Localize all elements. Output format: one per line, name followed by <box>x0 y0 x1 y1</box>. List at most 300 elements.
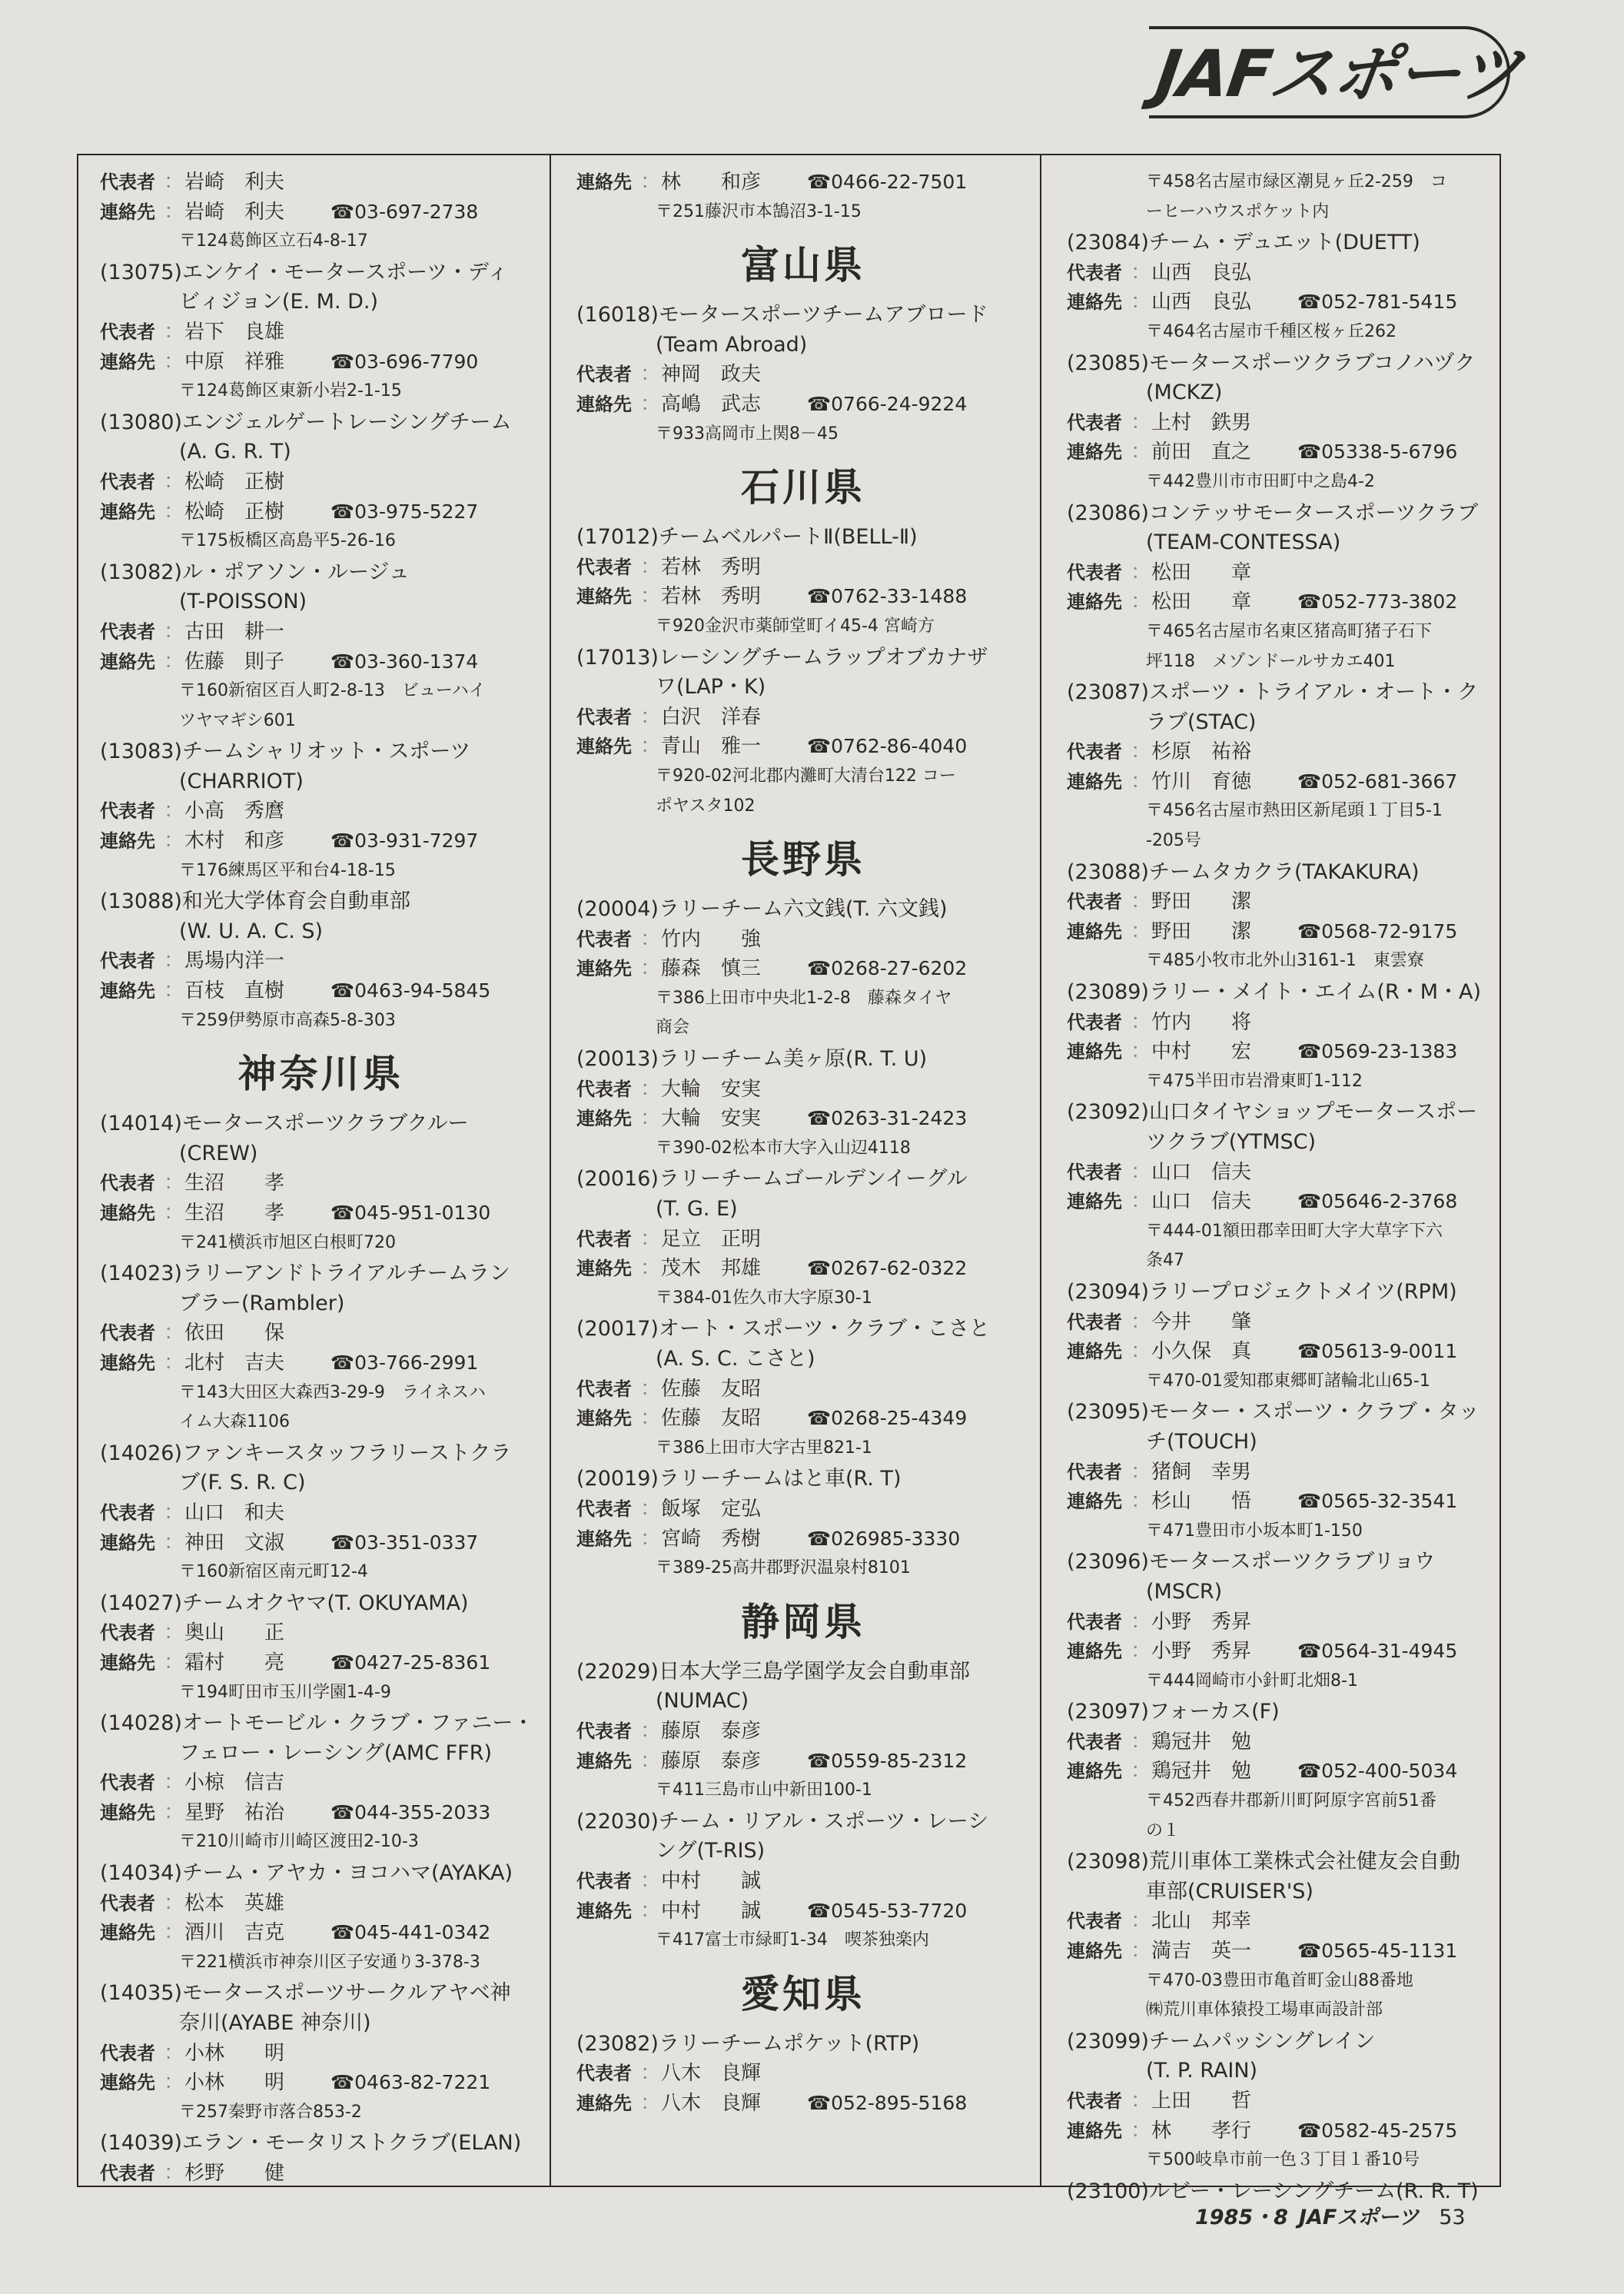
representative-label: 代表者 <box>1067 1730 1122 1753</box>
club-entry <box>1067 349 1497 497</box>
label-separator: ： <box>164 619 184 643</box>
club-id: (14034) <box>100 1861 182 1886</box>
club-name: ラリープロジェクトメイツ(RPM) <box>1148 1279 1457 1304</box>
club-name: チーム・アヤカ・ヨコハマ(AYAKA) <box>181 1861 513 1886</box>
club-name: エンジェルゲートレーシングチーム <box>181 410 512 434</box>
address-line: ㈱荒川車体猿投工場車両設計部 <box>1146 2000 1383 2020</box>
club-header <box>1067 978 1497 1008</box>
phone-number: ☎0545-53-7720 <box>807 1899 968 1922</box>
contact-person: 満吉 英一 <box>1151 1940 1252 1963</box>
club-header <box>100 258 542 288</box>
representative-label: 代表者 <box>100 1501 155 1524</box>
representative-row <box>100 617 542 647</box>
contact-label: 連絡先 <box>576 958 632 980</box>
representative-label: 代表者 <box>576 1498 632 1520</box>
phone-number: ☎03-697-2738 <box>330 200 479 223</box>
prefecture-heading: 愛知県 <box>741 1971 865 2016</box>
representative-row <box>100 2039 542 2069</box>
club-name: モータースポーツクラブリョウ <box>1148 1550 1436 1574</box>
label-separator: ： <box>640 1898 661 1923</box>
representative-label: 代表者 <box>576 706 632 728</box>
club-name-continued: (A. G. R. T) <box>179 440 291 464</box>
club-entry <box>100 258 542 407</box>
label-separator: ： <box>640 554 661 579</box>
representative-name: 中村 誠 <box>661 1869 762 1893</box>
representative-label: 代表者 <box>100 1322 155 1345</box>
representative-name: 佐藤 友昭 <box>661 1377 762 1401</box>
contact-person: 松崎 正樹 <box>184 500 285 524</box>
label-separator: ： <box>1131 1939 1151 1963</box>
issue-date: 1985・8 <box>1195 2206 1288 2229</box>
contact-person: 前田 直之 <box>1151 441 1252 464</box>
club-entry <box>1067 1548 1497 1696</box>
contact-person: 山口 信夫 <box>1151 1190 1252 1214</box>
club-entry <box>576 301 1030 449</box>
representative-name: 山口 信夫 <box>1151 1160 1252 1184</box>
club-name: チーム・リアル・スポーツ・レーシ <box>658 1809 989 1834</box>
club-header <box>100 1439 542 1469</box>
address-line: 〒933高岡市上関8－45 <box>656 424 839 444</box>
address-line: の１ <box>1146 1820 1181 1840</box>
address-line: イム大森1106 <box>179 1412 290 1432</box>
contact-label: 連絡先 <box>100 1922 155 1944</box>
contact-row <box>1067 1757 1497 1787</box>
contact-person: 神田 文淑 <box>184 1531 285 1554</box>
club-id: (14028) <box>100 1711 182 1736</box>
club-entry <box>100 558 542 736</box>
address-line: 〒411三島市山中新田100-1 <box>656 1780 872 1800</box>
address-line: 〒257秦野市落合853-2 <box>179 2102 362 2122</box>
phone-number: ☎0263-31-2423 <box>807 1107 968 1130</box>
club-header <box>100 408 542 438</box>
contact-label: 連絡先 <box>100 1651 155 1674</box>
representative-name: 古田 耕一 <box>184 620 285 643</box>
contact-label: 連絡先 <box>576 1528 632 1550</box>
representative-label: 代表者 <box>576 364 632 386</box>
label-separator: ： <box>1131 1759 1151 1784</box>
club-entry <box>100 2129 542 2188</box>
prefecture-heading: 石川県 <box>741 465 865 510</box>
phone-number: ☎05613-9-0011 <box>1297 1340 1458 1363</box>
representative-row <box>576 360 1030 390</box>
representative-row <box>100 168 542 198</box>
club-id: (22030) <box>576 1809 659 1834</box>
club-id: (17013) <box>576 645 659 670</box>
club-name: エンケイ・モータースポーツ・ディ <box>181 260 508 284</box>
representative-label: 代表者 <box>1067 1311 1122 1333</box>
representative-label: 代表者 <box>100 321 155 343</box>
label-separator: ： <box>640 1748 661 1773</box>
contact-person: 霜村 亮 <box>184 1651 285 1674</box>
phone-number: ☎0559-85-2312 <box>807 1749 968 1772</box>
label-separator: ： <box>1131 1339 1151 1364</box>
label-separator: ： <box>640 2090 661 2115</box>
contact-row <box>100 976 542 1006</box>
club-id: (23097) <box>1067 1700 1149 1724</box>
representative-label: 代表者 <box>100 800 155 823</box>
representative-row <box>1067 1458 1497 1488</box>
club-header <box>576 2030 1030 2060</box>
contact-person: 若林 秀明 <box>661 585 762 609</box>
phone-number: ☎0565-45-1131 <box>1297 1940 1458 1963</box>
club-entry <box>576 895 1030 1043</box>
representative-label: 代表者 <box>576 1378 632 1400</box>
contact-person: 小林 明 <box>184 2071 285 2095</box>
club-entry <box>1067 678 1497 856</box>
prefecture-heading: 富山県 <box>741 243 865 288</box>
phone-number: ☎052-681-3667 <box>1297 770 1458 793</box>
club-id: (23100) <box>1067 2179 1149 2203</box>
label-separator: ： <box>1131 1639 1151 1664</box>
phone-number: ☎03-931-7297 <box>330 829 479 853</box>
club-name: ル・ポアソン・ルージュ <box>181 560 410 584</box>
club-name: チームオクヤマ(T. OKUYAMA) <box>181 1591 469 1615</box>
club-id: (16018) <box>576 303 659 327</box>
label-separator: ： <box>164 1800 184 1824</box>
club-name: モータースポーツチームアブロード <box>658 303 988 327</box>
club-name: ファンキースタッフラリーストクラ <box>181 1441 512 1465</box>
club-name: チームベルパートⅡ(BELL-Ⅱ) <box>658 525 918 550</box>
club-header <box>1067 1847 1497 1877</box>
representative-name: 岩下 良雄 <box>184 320 285 344</box>
representative-label: 代表者 <box>100 1622 155 1644</box>
contact-row <box>1067 1637 1497 1667</box>
label-separator: ： <box>640 1496 661 1521</box>
representative-label: 代表者 <box>1067 1161 1122 1183</box>
label-separator: ： <box>164 199 184 224</box>
contact-person: 杉山 悟 <box>1151 1490 1252 1514</box>
club-name: モータースポーツクラブクルー <box>181 1112 469 1136</box>
label-separator: ： <box>164 1890 184 1915</box>
representative-name: 今井 肇 <box>1151 1310 1252 1334</box>
contact-row <box>1067 288 1497 318</box>
club-entry <box>576 168 1030 227</box>
phone-number: ☎0582-45-2575 <box>1297 2119 1458 2142</box>
address-line: 〒444-01額田郡幸田町大字大草字下六 <box>1146 1221 1443 1241</box>
address-line: 〒386上田市中央北1-2-8 藤森タイヤ <box>656 988 952 1008</box>
club-name-continued: (T-POISSON) <box>179 590 307 614</box>
club-name-continued: ブラー(Rambler) <box>179 1291 345 1315</box>
club-id: (23082) <box>576 2031 659 2056</box>
club-header <box>576 1657 1030 1687</box>
address-line: 〒176練馬区平和台4-18-15 <box>179 860 396 880</box>
label-separator: ： <box>1131 1159 1151 1184</box>
label-separator: ： <box>164 1621 184 1645</box>
label-separator: ： <box>164 349 184 374</box>
address-line: 〒251藤沢市本鵠沼3-1-15 <box>656 201 862 221</box>
representative-label: 代表者 <box>1067 1011 1122 1033</box>
club-name: ラリーチームはと車(R. T) <box>658 1467 902 1491</box>
representative-name: 藤原 泰彦 <box>661 1719 762 1743</box>
contact-row <box>100 2068 542 2098</box>
address-line: 〒194町田市玉川学園1-4-9 <box>179 1682 391 1702</box>
contact-person: 藤森 慎三 <box>661 957 762 981</box>
representative-label: 代表者 <box>576 556 632 578</box>
club-entry <box>576 1657 1030 1806</box>
club-name-continued: 車部(CRUISER'S) <box>1146 1879 1313 1903</box>
club-header <box>100 1259 542 1289</box>
club-id: (14027) <box>100 1591 182 1615</box>
contact-row <box>1067 917 1497 947</box>
address-line: 〒259伊勢原市高森5-8-303 <box>179 1010 396 1030</box>
club-id: (17012) <box>576 525 659 550</box>
representative-name: 鶏冠井 勉 <box>1151 1730 1252 1754</box>
club-entry <box>1067 978 1497 1096</box>
contact-label: 連絡先 <box>576 1108 632 1130</box>
address-line: 〒241横浜市旭区白根町720 <box>179 1232 396 1252</box>
representative-name: 竹内 将 <box>1151 1010 1252 1034</box>
representative-label: 代表者 <box>100 1772 155 1794</box>
phone-number: ☎0568-72-9175 <box>1297 919 1458 943</box>
label-separator: ： <box>1131 2118 1151 2143</box>
address-line: 〒175板橋区高島平5-26-16 <box>179 531 396 551</box>
address-line: 〒221横浜市神奈川区子安通り3-378-3 <box>179 1952 480 1972</box>
representative-name: 小林 明 <box>184 2041 285 2065</box>
contact-label: 連絡先 <box>1067 441 1122 464</box>
club-name: ラリーアンドトライアルチームラン <box>181 1262 510 1286</box>
address-line: 〒464名古屋市千種区桜ヶ丘262 <box>1146 321 1397 341</box>
club-name: コンテッサモータースポーツクラブ <box>1148 500 1479 525</box>
address-line: 〒471豊田市小坂本町1-150 <box>1146 1521 1363 1541</box>
club-name: ラリーチームポケット(RTP) <box>658 2031 920 2056</box>
contact-person: 松田 章 <box>1151 590 1252 614</box>
club-header <box>576 1807 1030 1837</box>
label-separator: ： <box>1131 410 1151 434</box>
contact-label: 連絡先 <box>1067 291 1122 314</box>
club-name: ラリー・メイト・エイム(R・M・A) <box>1148 980 1482 1005</box>
club-header <box>576 1165 1030 1195</box>
representative-row <box>576 1375 1030 1405</box>
representative-name: 上田 哲 <box>1151 2090 1252 2113</box>
representative-row <box>1067 1008 1497 1038</box>
club-header <box>1067 1098 1497 1128</box>
contact-row <box>576 1104 1030 1134</box>
contact-label: 連絡先 <box>1067 1041 1122 1063</box>
contact-person: 小野 秀昇 <box>1151 1640 1252 1664</box>
representative-row <box>100 796 542 826</box>
contact-label: 連絡先 <box>576 1258 632 1280</box>
club-name-continued: (A. S. C. こさと) <box>656 1347 815 1371</box>
label-separator: ： <box>1131 889 1151 914</box>
address-line: 〒390-02松本市大字入山辺4118 <box>656 1138 911 1158</box>
representative-name: 上村 鉄男 <box>1151 411 1252 434</box>
club-name: エラン・モータリストクラブ(ELAN) <box>181 2131 522 2156</box>
phone-number: ☎03-975-5227 <box>330 500 479 523</box>
representative-label: 代表者 <box>1067 2090 1122 2112</box>
representative-label: 代表者 <box>576 1228 632 1250</box>
club-entry <box>100 737 542 886</box>
club-header <box>1067 1278 1497 1308</box>
representative-label: 代表者 <box>1067 891 1122 913</box>
club-entry <box>576 1315 1030 1463</box>
club-id: (20016) <box>576 1167 659 1192</box>
contact-person: 星野 祐治 <box>184 1800 285 1824</box>
club-header <box>100 1979 542 2009</box>
label-separator: ： <box>164 2070 184 2095</box>
club-entry <box>100 1589 542 1707</box>
label-separator: ： <box>1131 1009 1151 1034</box>
address-line: 〒417富士市緑町1-34 喫茶独楽内 <box>656 1930 929 1950</box>
contact-label: 連絡先 <box>576 586 632 608</box>
club-name-continued: (MCKZ) <box>1146 381 1223 405</box>
representative-row <box>100 2159 542 2189</box>
club-name: オート・スポーツ・クラブ・こさと <box>658 1317 990 1341</box>
address-line: 〒456名古屋市熱田区新尾頭１丁目5-1 <box>1146 801 1443 821</box>
club-entry <box>100 1259 542 1438</box>
club-header <box>576 301 1030 331</box>
representative-name: 野田 潔 <box>1151 890 1252 914</box>
contact-row <box>1067 1037 1497 1067</box>
representative-row <box>1067 887 1497 917</box>
contact-row <box>100 1199 542 1228</box>
label-separator: ： <box>1131 1909 1151 1933</box>
club-id: (23098) <box>1067 1850 1149 1874</box>
phone-number: ☎045-441-0342 <box>330 1921 491 1944</box>
phone-number: ☎0565-32-3541 <box>1297 1490 1458 1513</box>
label-separator: ： <box>1131 769 1151 793</box>
representative-row <box>1067 1158 1497 1188</box>
representative-label: 代表者 <box>100 1172 155 1195</box>
representative-name: 神岡 政夫 <box>661 363 762 387</box>
prefecture-heading: 長野県 <box>741 837 865 883</box>
club-header <box>576 895 1030 925</box>
address-line: ポヤスタ102 <box>656 796 756 816</box>
representative-name: 小野 秀昇 <box>1151 1610 1252 1634</box>
contact-label: 連絡先 <box>100 1531 155 1554</box>
masthead-title: JAFスポーツ <box>1151 36 1526 111</box>
contact-person: 青山 雅一 <box>661 735 762 759</box>
representative-name: 生沼 孝 <box>184 1172 285 1195</box>
address-line: 〒470-01愛知郡東郷町諸輪北山65-1 <box>1146 1371 1430 1391</box>
contact-person: 木村 和彦 <box>184 829 285 853</box>
page-number: 53 <box>1439 2206 1466 2229</box>
club-name: ラリーチーム美ヶ原(R. T. U) <box>658 1047 928 1072</box>
representative-name: 杉原 祐裕 <box>1151 740 1252 764</box>
representative-name: 岩崎 利夫 <box>184 171 285 194</box>
label-separator: ： <box>640 1868 661 1893</box>
representative-label: 代表者 <box>100 620 155 643</box>
contact-label: 連絡先 <box>100 2072 155 2094</box>
contact-person: 中原 祥雅 <box>184 350 285 374</box>
club-id: (13075) <box>100 260 182 284</box>
club-entry <box>1067 1278 1497 1396</box>
address-line: 〒470-03豊田市亀首町金山88番地 <box>1146 1970 1413 1990</box>
label-separator: ： <box>640 362 661 387</box>
representative-row <box>576 1717 1030 1747</box>
contact-person: 百枝 直樹 <box>184 979 285 1003</box>
club-id: (23084) <box>1067 231 1149 255</box>
club-name-continued: ワ(LAP・K) <box>656 675 766 700</box>
representative-name: 奥山 正 <box>184 1621 285 1645</box>
club-header <box>100 737 542 767</box>
directory-column-3 <box>1067 168 1497 2208</box>
representative-row <box>100 318 542 347</box>
representative-row <box>1067 1727 1497 1757</box>
phone-number: ☎0427-25-8361 <box>330 1651 491 1674</box>
column-divider <box>1040 154 1041 2187</box>
contact-label: 連絡先 <box>100 500 155 523</box>
representative-name: 若林 秀明 <box>661 555 762 579</box>
address-line: 〒124葛飾区立石4-8-17 <box>179 231 368 251</box>
club-header <box>100 1709 542 1739</box>
club-id: (23099) <box>1067 2029 1149 2053</box>
address-line: 〒386上田市大字古里821-1 <box>656 1438 872 1458</box>
club-header <box>1067 678 1497 708</box>
contact-row <box>100 826 542 856</box>
contact-row <box>100 1648 542 1678</box>
representative-name: 白沢 洋春 <box>661 705 762 729</box>
club-header <box>576 1465 1030 1494</box>
phone-number: ☎03-696-7790 <box>330 350 479 373</box>
footer-magazine-name: JAFスポーツ <box>1298 2206 1420 2229</box>
representative-label: 代表者 <box>576 2063 632 2085</box>
contact-person: 佐藤 友昭 <box>661 1407 762 1431</box>
contact-label: 連絡先 <box>1067 1341 1122 1363</box>
contact-label: 連絡先 <box>576 393 632 415</box>
label-separator: ： <box>164 469 184 494</box>
label-separator: ： <box>1131 1729 1151 1754</box>
phone-number: ☎05646-2-3768 <box>1297 1190 1458 1213</box>
address-line: 〒124葛飾区東新小岩2-1-15 <box>179 381 402 401</box>
club-entry <box>100 1709 542 1857</box>
contact-label: 連絡先 <box>100 1351 155 1374</box>
label-separator: ： <box>1131 1459 1151 1484</box>
club-entry <box>1067 228 1497 347</box>
club-header <box>576 643 1030 673</box>
club-id: (23086) <box>1067 500 1149 525</box>
club-name: ラリーチーム六文銭(T. 六文銭) <box>658 897 948 922</box>
club-entry <box>100 887 542 1036</box>
directory-column-1 <box>100 168 542 2190</box>
representative-label: 代表者 <box>100 171 155 193</box>
address-line: 〒389-25高井郡野沢温泉村8101 <box>656 1558 911 1578</box>
representative-row <box>100 1318 542 1348</box>
representative-row <box>1067 737 1497 767</box>
label-separator: ： <box>164 1650 184 1674</box>
page-footer <box>1195 2200 1466 2230</box>
club-name-continued: 奈川(AYABE 神奈川) <box>179 2011 371 2036</box>
club-name-continued: フェロー・レーシング(AMC FFR) <box>179 1740 492 1765</box>
label-separator: ： <box>640 1076 661 1101</box>
club-entry <box>100 408 542 557</box>
contact-label: 連絡先 <box>1067 591 1122 613</box>
address-line: 商会 <box>656 1018 690 1038</box>
label-separator: ： <box>640 926 661 951</box>
contact-label: 連絡先 <box>1067 1491 1122 1513</box>
club-header <box>1067 858 1497 888</box>
contact-row <box>576 1524 1030 1554</box>
contact-label: 連絡先 <box>100 1801 155 1824</box>
representative-label: 代表者 <box>576 1720 632 1742</box>
club-id: (13088) <box>100 889 182 914</box>
label-separator: ： <box>640 1718 661 1743</box>
club-header <box>1067 1697 1497 1727</box>
label-separator: ： <box>640 734 661 759</box>
representative-row <box>1067 1607 1497 1637</box>
label-separator: ： <box>164 829 184 853</box>
club-id: (14023) <box>100 1262 182 1286</box>
label-separator: ： <box>1131 440 1151 464</box>
address-line: ツヤマギシ601 <box>179 710 296 730</box>
phone-number: ☎052-773-3802 <box>1297 590 1458 613</box>
label-separator: ： <box>1131 260 1151 284</box>
representative-label: 代表者 <box>576 1078 632 1100</box>
club-id: (23092) <box>1067 1100 1149 1125</box>
contact-row <box>1067 587 1497 617</box>
address-line: 〒500岐阜市前一色３丁目１番10号 <box>1146 2150 1420 2170</box>
address-line: 坪118 メゾンドールサカエ401 <box>1146 651 1396 671</box>
label-separator: ： <box>164 1201 184 1225</box>
